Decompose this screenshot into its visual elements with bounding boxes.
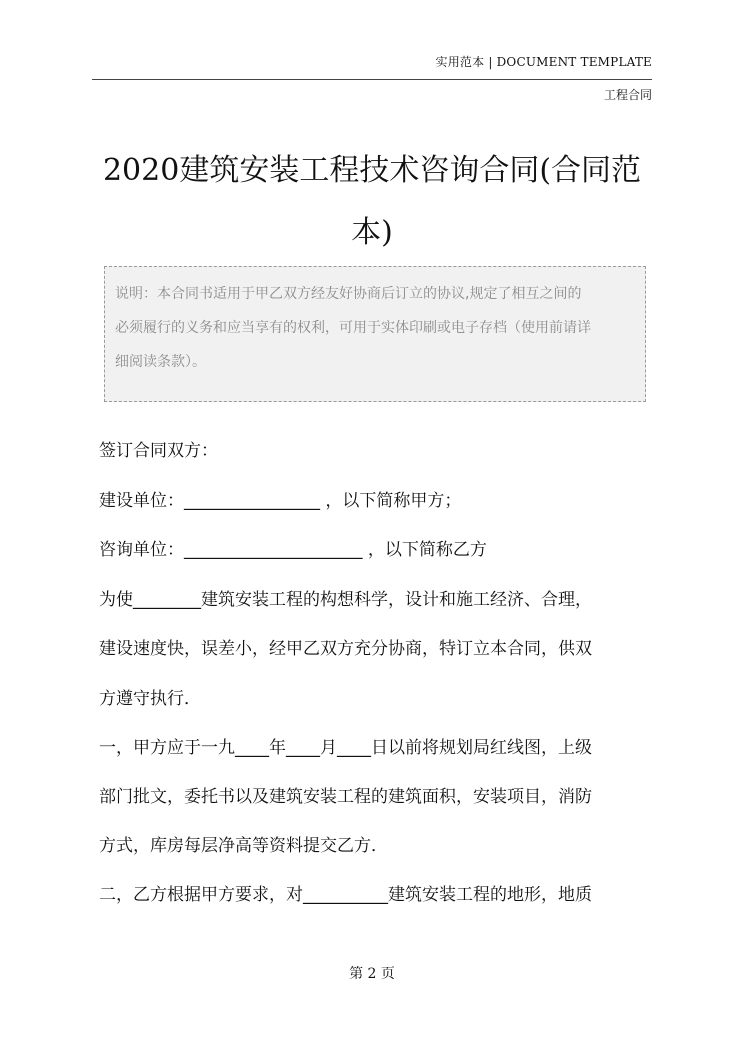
document-title-line-2: 本) (351, 215, 393, 250)
usage-note-line-1: 说明：本合同书适用于甲乙双方经友好协商后订立的协议,规定了相互之间的 (115, 286, 582, 302)
clause-1-line-2: 部门批文，委托书以及建筑安装工程的建筑面积，安装项目，消防 (99, 787, 592, 807)
usage-note-box (104, 266, 646, 402)
party-a-line: 建设单位：________________ ，以下简称甲方； (99, 491, 462, 511)
document-title-line-1: 2020建筑安装工程技术咨询合同(合同范 (102, 153, 642, 188)
intro-paragraph-line-1: 为使________建筑安装工程的构想科学，设计和施工经济、合理， (99, 590, 592, 610)
parties-heading: 签订合同双方： (99, 441, 218, 461)
party-b-line: 咨询单位：_____________________ ，以下简称乙方 (99, 540, 487, 560)
clause-2-line-1: 二，乙方根据甲方要求，对__________建筑安装工程的地形，地质 (99, 885, 592, 905)
document-title (92, 140, 652, 264)
header-label: 实用范本 | DOCUMENT TEMPLATE (435, 55, 652, 69)
usage-note-line-2: 必须履行的义务和应当享有的权利，可用于实体印刷或电子存档（使用前请详 (115, 320, 591, 336)
clause-1-line-3: 方式，库房每层净高等资料提交乙方． (99, 836, 388, 856)
header-category: 工程合同 (603, 88, 652, 102)
usage-note-line-3: 细阅读条款）。 (115, 354, 206, 370)
intro-paragraph-line-3: 方遵守执行． (99, 689, 201, 709)
page-number: 第 2 页 (349, 966, 395, 982)
intro-paragraph-line-2: 建设速度快，误差小，经甲乙双方充分协商，特订立本合同，供双 (99, 639, 592, 659)
clause-1-line-1: 一，甲方应于一九____年____月____日以前将规划局红线图，上级 (99, 738, 592, 758)
header-divider (92, 79, 652, 80)
